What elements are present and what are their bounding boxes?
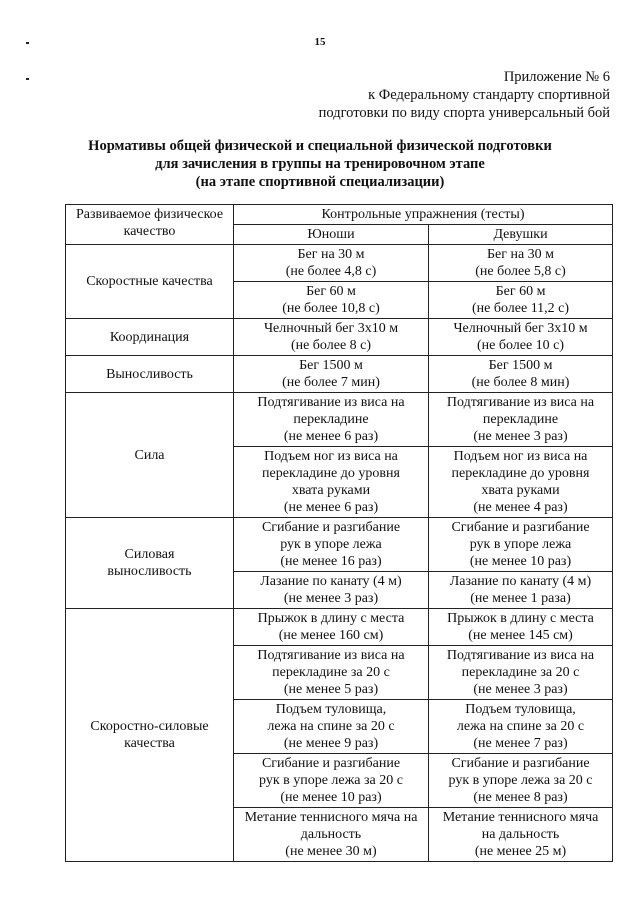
cell-girls-norm: Бег 1500 м (не более 8 мин) — [429, 356, 613, 393]
cell-boys-norm: Сгибание и разгибание рук в упоре лежа за 20 с (не менее 10 раз) — [234, 754, 429, 808]
cell-quality: Силовая выносливость — [66, 518, 234, 609]
cell-girls-norm: Подъем ног из виса на перекладине до уровня хвата руками (не менее 4 раз) — [429, 447, 613, 518]
table-body — [66, 245, 613, 862]
header-tests: Контрольные упражнения (тесты) — [234, 205, 613, 225]
appendix-line: Приложение № 6 — [503, 69, 610, 85]
cell-girls-norm: Бег 60 м (не более 11,2 с) — [429, 282, 613, 319]
cell-girls-norm: Подъем туловища, лежа на спине за 20 с (не менее 7 раз) — [429, 700, 613, 754]
cell-girls-norm: Сгибание и разгибание рук в упоре лежа (не менее 10 раз) — [429, 518, 613, 572]
cell-boys-norm: Сгибание и разгибание рук в упоре лежа (не менее 16 раз) — [234, 518, 429, 572]
scan-mark — [26, 78, 29, 80]
cell-girls-norm: Лазание по канату (4 м) (не менее 1 раза) — [429, 572, 613, 609]
cell-quality: Скоростно-силовые качества — [66, 609, 234, 862]
table-row — [66, 245, 613, 282]
cell-boys-norm: Подъем ног из виса на перекладине до уровня хвата руками (не менее 6 раз) — [234, 447, 429, 518]
cell-girls-norm: Подтягивание из виса на перекладине (не менее 3 раз) — [429, 393, 613, 447]
appendix-note — [190, 68, 610, 122]
table-row — [66, 518, 613, 572]
document-title — [40, 137, 600, 191]
cell-girls-norm: Прыжок в длину с места (не менее 145 см) — [429, 609, 613, 646]
cell-boys-norm: Лазание по канату (4 м) (не менее 3 раз) — [234, 572, 429, 609]
page-number: 15 — [314, 36, 326, 48]
cell-quality: Скоростные качества — [66, 245, 234, 319]
header-girls: Девушки — [429, 225, 613, 245]
cell-boys-norm: Подъем туловища, лежа на спине за 20 с (не менее 9 раз) — [234, 700, 429, 754]
table-row — [66, 319, 613, 356]
cell-boys-norm: Подтягивание из виса на перекладине (не менее 6 раз) — [234, 393, 429, 447]
cell-quality: Сила — [66, 393, 234, 518]
appendix-line: подготовки по виду спорта универсальный бой — [318, 105, 610, 121]
table-row — [66, 393, 613, 447]
title-line: для зачисления в группы на тренировочном этапе — [155, 156, 485, 172]
title-line: Нормативы общей физической и специальной физической подготовки — [88, 138, 552, 154]
cell-girls-norm: Сгибание и разгибание рук в упоре лежа за 20 с (не менее 8 раз) — [429, 754, 613, 808]
cell-boys-norm: Бег 60 м (не более 10,8 с) — [234, 282, 429, 319]
cell-boys-norm: Бег на 30 м (не более 4,8 с) — [234, 245, 429, 282]
cell-boys-norm: Подтягивание из виса на перекладине за 20 с (не менее 5 раз) — [234, 646, 429, 700]
cell-boys-norm: Прыжок в длину с места (не менее 160 см) — [234, 609, 429, 646]
cell-girls-norm: Метание теннисного мяча на дальность (не менее 25 м) — [429, 808, 613, 862]
cell-boys-norm: Челночный бег 3x10 м (не более 8 с) — [234, 319, 429, 356]
table-row — [66, 609, 613, 646]
cell-quality: Выносливость — [66, 356, 234, 393]
cell-quality: Координация — [66, 319, 234, 356]
header-boys: Юноши — [234, 225, 429, 245]
cell-boys-norm: Бег 1500 м (не более 7 мин) — [234, 356, 429, 393]
cell-girls-norm: Челночный бег 3x10 м (не более 10 с) — [429, 319, 613, 356]
cell-girls-norm: Подтягивание из виса на перекладине за 20 с (не менее 3 раз) — [429, 646, 613, 700]
appendix-line: к Федеральному стандарту спортивной — [368, 87, 610, 103]
title-line: (на этапе спортивной специализации) — [195, 174, 445, 190]
norms-table — [65, 204, 613, 862]
cell-boys-norm: Метание теннисного мяча на дальность (не менее 30 м) — [234, 808, 429, 862]
table-row — [66, 356, 613, 393]
cell-girls-norm: Бег на 30 м (не более 5,8 с) — [429, 245, 613, 282]
header-quality: Развиваемое физическое качество — [66, 205, 234, 245]
